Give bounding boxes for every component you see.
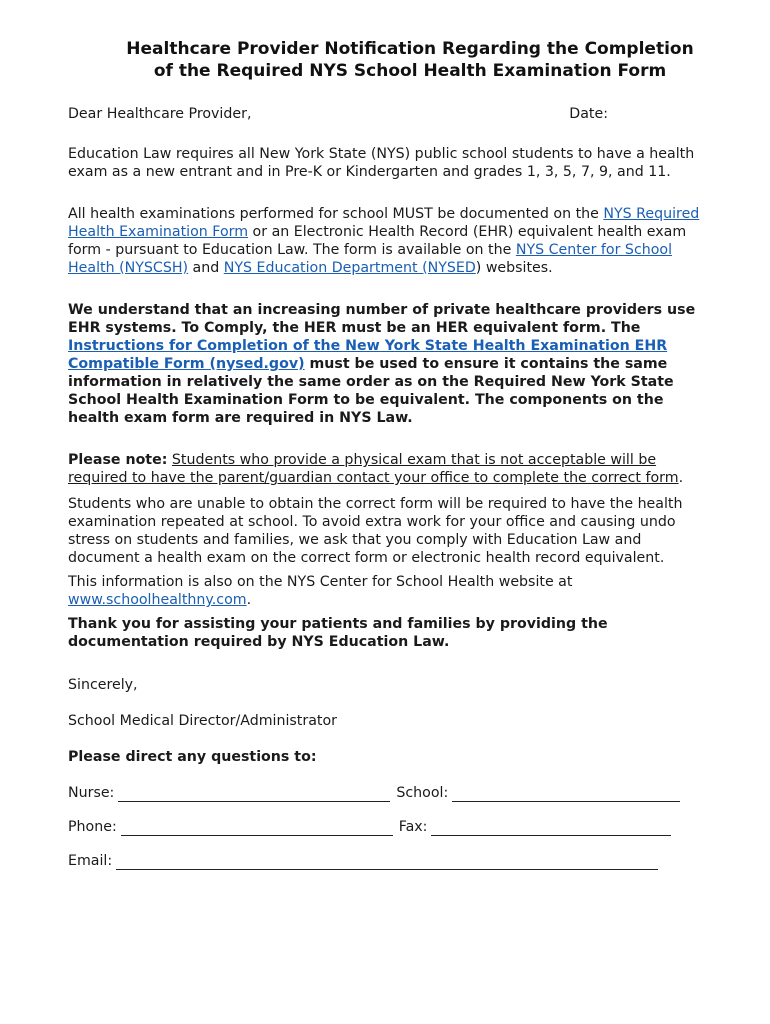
text: This information is also on the NYS Center for School Health website at	[68, 574, 573, 590]
text: or an Electronic Health Record (EHR) equivalent health exam form - pursuant to Education Law. The form is available on the	[68, 224, 687, 258]
text-bold: must be used to ensure it contains the same information in relatively the same order as on the Required New York State School Health Examination Form to be equivalent. The components on the health exam form are required in NYS Law.	[68, 356, 674, 426]
date-label: Date:	[569, 106, 608, 122]
nurse-line[interactable]	[118, 787, 390, 802]
paragraph-note	[68, 451, 716, 487]
link-nyscsh[interactable]: NYS Center for School Health (NYSCSH)	[68, 242, 673, 276]
text-bold: Please direct any questions to:	[68, 749, 317, 765]
text: and	[188, 260, 224, 276]
text: ) websites.	[475, 260, 553, 276]
paragraph-ehr	[68, 301, 716, 427]
salutation: Dear Healthcare Provider,	[68, 106, 252, 122]
fax-line[interactable]	[431, 821, 671, 836]
fax-label: Fax:	[398, 819, 428, 835]
title-line-1: Healthcare Provider Notification Regarding the Completion	[126, 39, 694, 59]
questions-heading	[68, 748, 716, 766]
school-line[interactable]	[452, 787, 680, 802]
email-row	[68, 852, 716, 870]
note-label: Please note:	[68, 452, 168, 468]
paragraph-documentation	[68, 205, 716, 277]
link-nys-required-form[interactable]: NYS Required Health Examination Form	[68, 206, 700, 240]
phone-fax-row	[68, 818, 716, 836]
text: .	[678, 470, 684, 486]
text: .	[246, 592, 252, 608]
text-bold: Thank you for assisting your patients and families by providing the documentation required by NYS Education Law.	[68, 616, 608, 650]
title-line-2: of the Required NYS School Health Examination Form	[153, 61, 667, 81]
school-label: School:	[396, 785, 449, 801]
link-schoolhealthny[interactable]: www.schoolhealthny.com	[68, 592, 247, 608]
phone-line[interactable]	[121, 821, 393, 836]
text-bold: We understand that an increasing number of private healthcare providers use EHR systems. To Comply, the HER must be an HER equivalent form. The	[68, 302, 696, 336]
paragraph-thanks	[68, 615, 716, 651]
email-line[interactable]	[116, 855, 658, 870]
text: All health examinations performed for school MUST be documented on the	[68, 206, 604, 222]
page-title	[86, 38, 734, 82]
signature: School Medical Director/Administrator	[68, 713, 337, 729]
nurse-label: Nurse:	[68, 785, 115, 801]
salutation-row	[68, 105, 716, 123]
note-text: Students who provide a physical exam that is not acceptable will be required to have the parent/guardian contact your office to complete the correct form	[68, 452, 679, 486]
paragraph-education-law: Education Law requires all New York State (NYS) public school students to have a health exam as a new entrant and in Pre-K or Kindergarten and grades 1, 3, 5, 7, 9, and 11.	[68, 146, 695, 180]
phone-label: Phone:	[68, 819, 117, 835]
closing: Sincerely,	[68, 677, 138, 693]
link-ehr-instructions[interactable]: Instructions for Completion of the New York State Health Examination EHR Compatible Form (nysed.gov)	[68, 338, 668, 372]
paragraph-repeat-exam: Students who are unable to obtain the correct form will be required to have the health examination repeated at school. To avoid extra work for your office and causing undo stress on students and families, we ask that you comply with Education Law and document a health exam on the correct form or electronic health record equivalent.	[68, 496, 683, 566]
paragraph-website	[68, 573, 716, 609]
link-nysed[interactable]: NYS Education Department (NYSED	[223, 260, 476, 276]
nurse-school-row	[68, 784, 716, 802]
letter-page	[68, 38, 716, 870]
email-label: Email:	[68, 853, 113, 869]
